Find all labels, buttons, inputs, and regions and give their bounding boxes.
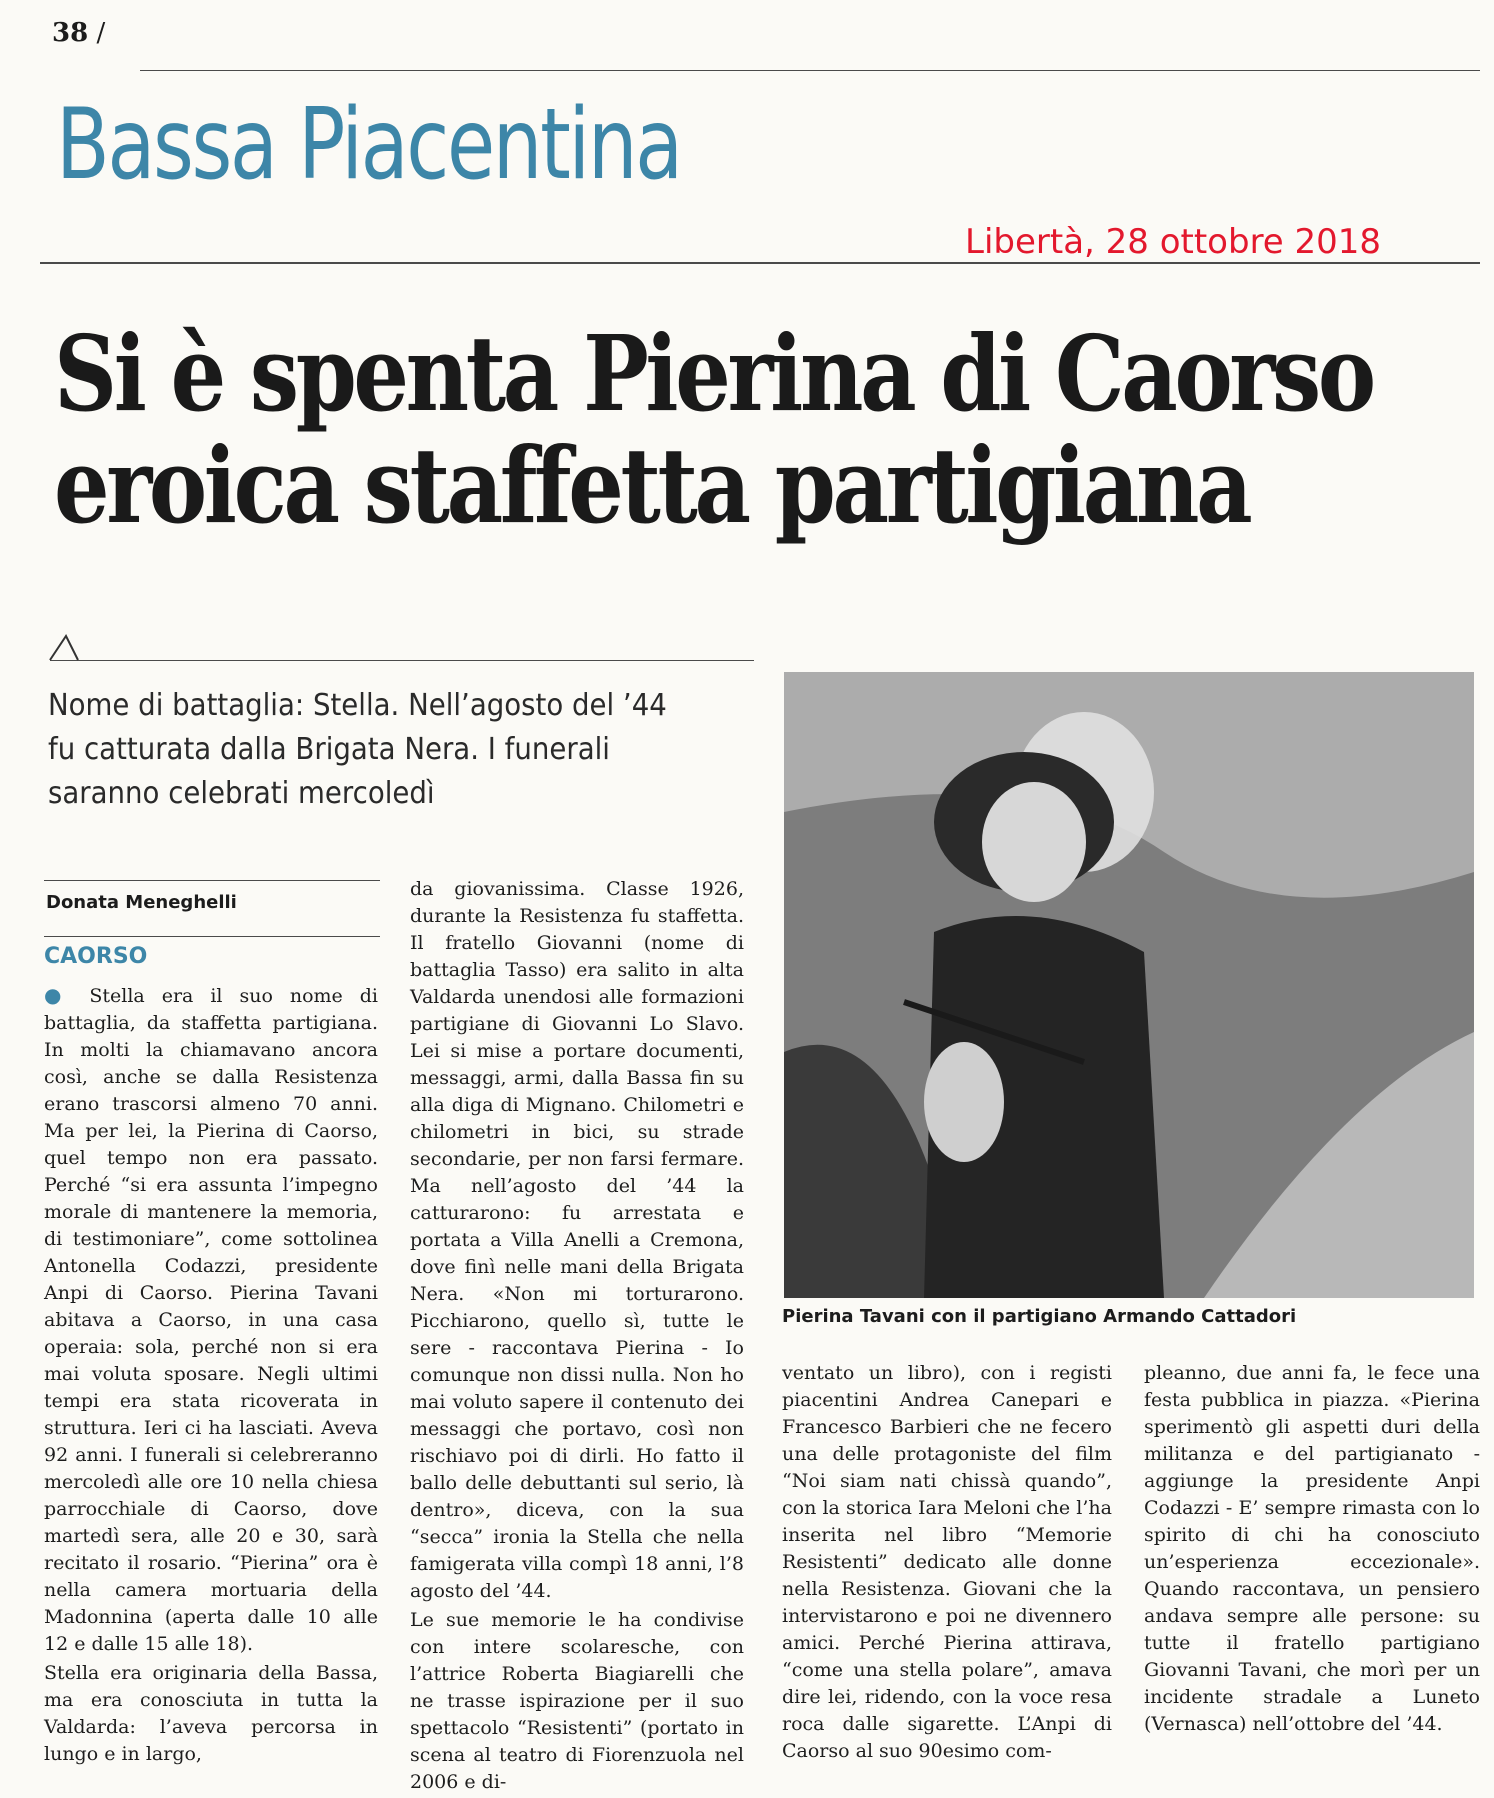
subheading: Nome di battaglia: Stella. Nell’agosto del ’44 fu catturata dalla Brigata Nera. I funerali saranno celebrati mercoledì [48, 688, 667, 811]
paragraph: ventato un libro), con i registi piacentini Andrea Canepari e Francesco Barbieri che ne fecero una delle protagoniste del film “Noi siam nati chissà quando”, con la storica Iara Meloni che l’ha inserita nel libro “Memorie Resistenti” dedicato alle donne nella Resistenza. Giovani che la intervistarono e poi ne divennero amici. Perché Pierina attirava, “come una stella polare”, amava dire lei, ridendo, con la voce resa roca dalle sigarette. L’Anpi di Caorso al suo 90esimo com- [782, 1362, 1112, 1762]
paragraph: Le sue memorie le ha condivise con intere scolaresche, con l’attrice Roberta Biagiarelli che ne trasse ispirazione per il suo spettacolo “Resistenti” (portato in scena al teatro di Fiorenzuola nel 2006 e di- [410, 1609, 744, 1793]
author-byline: Donata Meneghelli [46, 892, 237, 913]
author-rule-top [44, 880, 380, 881]
article-column-1 [44, 982, 378, 1770]
author-rule-bottom [44, 936, 380, 937]
subheading-rule [50, 660, 754, 661]
paragraph: da giovanissima. Classe 1926, durante la Resistenza fu staffetta. Il fratello Giovanni (nome di battaglia Tasso) era salito in alta Valdarda unendosi alle formazioni partigiane di Giovanni Lo Slavo. Lei si mise a portare documenti, messaggi, armi, dalla Bassa fin su alla diga di Mignano. Chilometri e chilometri in bici, su strade secondarie, per non farsi fermare. Ma nell’agosto del ’44 la catturarono: fu arrestata e portata a Villa Anelli a Cremona, dove finì nelle mani della Brigata Nera. «Non mi torturarono. Picchiarono, quello sì, tutte le sere - raccontava Pierina - Io comunque non dissi nulla. Non ho mai voluto sapere il contenuto dei messaggi che portavo, così non rischiavo poi di dirli. Ho fatto il ballo delle debuttanti sul serio, là dentro», diceva, con la sua “secca” ironia la Stella che nella famigerata villa compì 18 anni, l’8 agosto del ’44. [410, 878, 744, 1602]
headline-line-2: eroica staffetta partigiana [54, 424, 1250, 547]
paragraph: Stella era originaria della Bassa, ma era conosciuta in tutta la Valdarda: l’aveva percorsa in lungo e in largo, [44, 1662, 378, 1765]
top-rule [140, 70, 1480, 71]
source-note: Libertà, 28 ottobre 2018 [965, 222, 1382, 262]
article-column-3 [782, 1360, 1112, 1767]
corner-mark-icon [48, 630, 88, 662]
paragraph [44, 982, 378, 1658]
headline-line-1: Si è spenta Pierina di Caorso [54, 312, 1373, 435]
section-title: Bassa Piacentina [56, 88, 681, 202]
bullet-icon: ● [44, 983, 73, 1007]
section-rule [40, 262, 1480, 264]
location-tag: CAORSO [44, 944, 148, 969]
photo [784, 672, 1474, 1298]
headline [54, 312, 1373, 547]
photo-caption: Pierina Tavani con il partigiano Armando Cattadori [782, 1306, 1297, 1327]
paragraph-text: Stella era il suo nome di battaglia, da staffetta partigiana. In molti la chiamavano ancora così, anche se dalla Resistenza erano trascorsi almeno 70 anni. Ma per lei, la Pierina di Caorso, quel tempo non era passato. Perché “si era assunta l’impegno morale di mantenere la memoria, di testimoniare”, come sottolinea Antonella Codazzi, presidente Anpi di Caorso. Pierina Tavani abitava a Caorso, in una casa operaia: sola, perché non si era mai voluta sposare. Negli ultimi tempi era stata ricoverata in struttura. Ieri ci ha lasciati. Aveva 92 anni. I funerali si celebreranno mercoledì alle ore 10 nella chiesa parrocchiale di Caorso, dove martedì sera, alle 20 e 30, sarà recitato il rosario. “Pierina” ora è nella camera mortuaria della Madonnina (aperta dalle 10 alle 12 e dalle 15 alle 18). [44, 985, 379, 1655]
photo-illustration [784, 672, 1474, 1298]
paragraph: pleanno, due anni fa, le fece una festa pubblica in piazza. «Pierina sperimentò gli aspetti duri della militanza e del partigianato - aggiunge la presidente Anpi Codazzi - E’ sempre rimasta con lo spirito di chi ha conosciuto un’esperienza eccezionale». Quando raccontava, un pensiero andava sempre alle persone: su tutte il fratello partigiano Giovanni Tavani, che morì per un incidente stradale a Luneto (Vernasca) nell’ottobre del ’44. [1144, 1362, 1480, 1735]
article-column-2 [410, 876, 744, 1798]
page-number: 38 / [52, 18, 105, 48]
article-column-4 [1144, 1360, 1480, 1740]
